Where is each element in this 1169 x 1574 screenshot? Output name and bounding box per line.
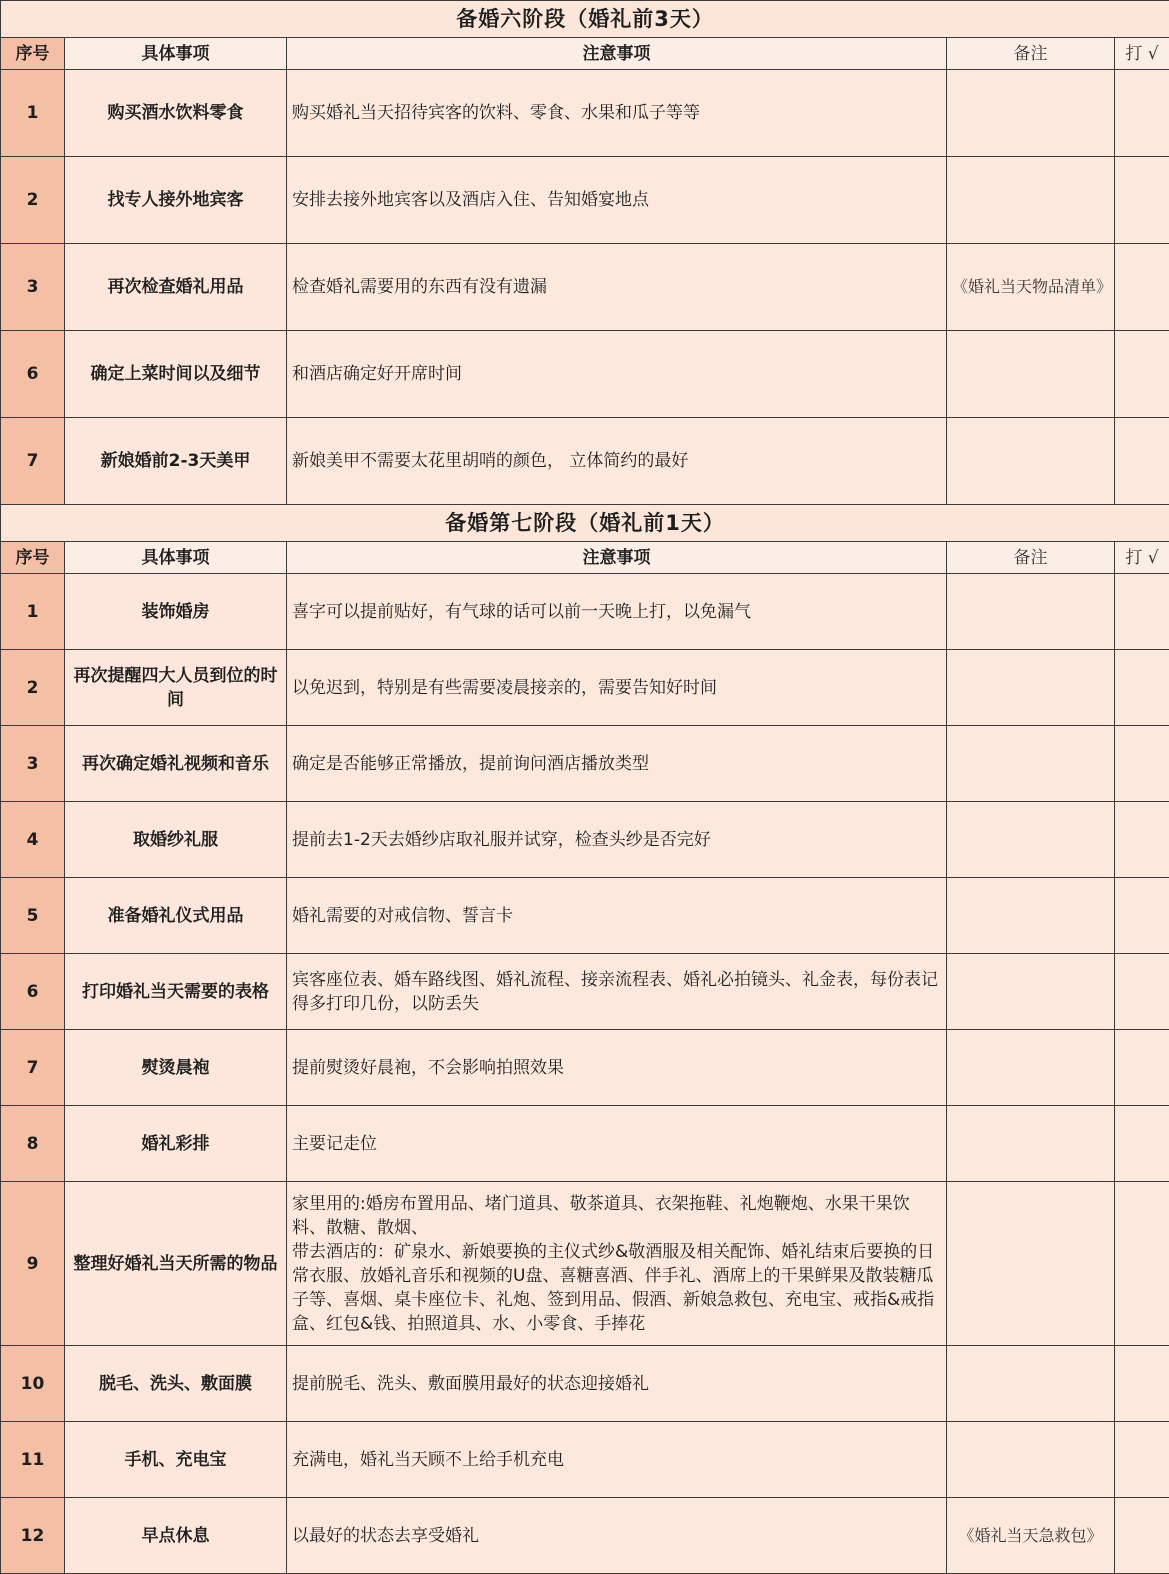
- row-item: 再次确定婚礼视频和音乐: [65, 726, 287, 802]
- row-note: [947, 1030, 1115, 1106]
- header-check: 打 √: [1115, 542, 1169, 574]
- row-index: 5: [1, 878, 65, 954]
- row-note: [947, 726, 1115, 802]
- row-detail: 充满电，婚礼当天顾不上给手机充电: [287, 1422, 947, 1498]
- stage7-title: 备婚第七阶段（婚礼前1天）: [1, 505, 1169, 542]
- header-check: 打 √: [1115, 38, 1169, 70]
- row-note: [947, 1106, 1115, 1182]
- row-check-cell[interactable]: [1115, 726, 1169, 802]
- row-item: 购买酒水饮料零食: [65, 70, 287, 157]
- stage6-title: 备婚六阶段（婚礼前3天）: [1, 1, 1169, 38]
- table-row: [1, 1182, 1169, 1346]
- row-index: 2: [1, 157, 65, 244]
- row-index: 7: [1, 418, 65, 505]
- row-check-cell[interactable]: [1115, 802, 1169, 878]
- row-detail: 检查婚礼需要用的东西有没有遗漏: [287, 244, 947, 331]
- header-detail: 注意事项: [287, 542, 947, 574]
- row-index: 8: [1, 1106, 65, 1182]
- row-item: 取婚纱礼服: [65, 802, 287, 878]
- row-item: 准备婚礼仪式用品: [65, 878, 287, 954]
- row-detail: [287, 1182, 947, 1346]
- table-row: [1, 574, 1169, 650]
- row-check-cell[interactable]: [1115, 1030, 1169, 1106]
- row-index: 6: [1, 331, 65, 418]
- row-detail: 提前熨烫好晨袍，不会影响拍照效果: [287, 1030, 947, 1106]
- row-index: 3: [1, 726, 65, 802]
- row-item: 找专人接外地宾客: [65, 157, 287, 244]
- row-detail: 确定是否能够正常播放，提前询问酒店播放类型: [287, 726, 947, 802]
- row-check-cell[interactable]: [1115, 1422, 1169, 1498]
- row-check-cell[interactable]: [1115, 954, 1169, 1030]
- row-detail: 购买婚礼当天招待宾客的饮料、零食、水果和瓜子等等: [287, 70, 947, 157]
- row-item: 打印婚礼当天需要的表格: [65, 954, 287, 1030]
- stage6-header-row: [1, 38, 1169, 70]
- row-note: [947, 1422, 1115, 1498]
- table-row: [1, 244, 1169, 331]
- row-index: 4: [1, 802, 65, 878]
- stage7-title-row: [1, 505, 1169, 542]
- table-row: [1, 331, 1169, 418]
- row-note: [947, 878, 1115, 954]
- row-index: 2: [1, 650, 65, 726]
- row-index: 10: [1, 1346, 65, 1422]
- row-note: [947, 418, 1115, 505]
- row-item: 新娘婚前2-3天美甲: [65, 418, 287, 505]
- row-detail: 喜字可以提前贴好，有气球的话可以前一天晚上打，以免漏气: [287, 574, 947, 650]
- row-index: 7: [1, 1030, 65, 1106]
- header-item: 具体事项: [65, 542, 287, 574]
- header-detail: 注意事项: [287, 38, 947, 70]
- table-row: [1, 418, 1169, 505]
- row-check-cell[interactable]: [1115, 1182, 1169, 1346]
- row-note: [947, 70, 1115, 157]
- row-note: [947, 331, 1115, 418]
- row-index: 9: [1, 1182, 65, 1346]
- row-note: [947, 1346, 1115, 1422]
- row-item: 熨烫晨袍: [65, 1030, 287, 1106]
- row-item: 确定上菜时间以及细节: [65, 331, 287, 418]
- row-detail: 提前去1-2天去婚纱店取礼服并试穿，检查头纱是否完好: [287, 802, 947, 878]
- row-note: [947, 1182, 1115, 1346]
- row-note: [947, 157, 1115, 244]
- header-note: 备注: [947, 38, 1115, 70]
- row-item: 脱毛、洗头、敷面膜: [65, 1346, 287, 1422]
- stage7-header-row: [1, 542, 1169, 574]
- row-detail: 新娘美甲不需要太花里胡哨的颜色， 立体简约的最好: [287, 418, 947, 505]
- header-index: 序号: [1, 38, 65, 70]
- row-detail: 宾客座位表、婚车路线图、婚礼流程、接亲流程表、婚礼必拍镜头、礼金表，每份表记得多打印几份，以防丢失: [287, 954, 947, 1030]
- row-item: 装饰婚房: [65, 574, 287, 650]
- row-detail: 和酒店确定好开席时间: [287, 331, 947, 418]
- row-check-cell[interactable]: [1115, 331, 1169, 418]
- row-index: 11: [1, 1422, 65, 1498]
- row-note: [947, 954, 1115, 1030]
- row-check-cell[interactable]: [1115, 1106, 1169, 1182]
- detail-home-items: 家里用的:婚房布置用品、堵门道具、敬茶道具、衣架拖鞋、礼炮鞭炮、水果干果饮料、散糖、散烟、: [292, 1193, 910, 1238]
- row-check-cell[interactable]: [1115, 244, 1169, 331]
- row-note: [947, 574, 1115, 650]
- row-item: 早点休息: [65, 1498, 287, 1574]
- row-detail: 婚礼需要的对戒信物、誓言卡: [287, 878, 947, 954]
- row-detail: 以免迟到，特别是有些需要凌晨接亲的，需要告知好时间: [287, 650, 947, 726]
- row-note: [947, 650, 1115, 726]
- row-note: 《婚礼当天急救包》: [947, 1498, 1115, 1574]
- row-note: 《婚礼当天物品清单》: [947, 244, 1115, 331]
- table-row: [1, 70, 1169, 157]
- table-row: [1, 650, 1169, 726]
- stage6-title-row: [1, 1, 1169, 38]
- table-row: [1, 1106, 1169, 1182]
- row-index: 1: [1, 574, 65, 650]
- row-check-cell[interactable]: [1115, 70, 1169, 157]
- row-detail: 提前脱毛、洗头、敷面膜用最好的状态迎接婚礼: [287, 1346, 947, 1422]
- row-index: 12: [1, 1498, 65, 1574]
- row-index: 1: [1, 70, 65, 157]
- row-check-cell[interactable]: [1115, 1346, 1169, 1422]
- header-note: 备注: [947, 542, 1115, 574]
- table-row: [1, 802, 1169, 878]
- row-check-cell[interactable]: [1115, 650, 1169, 726]
- row-check-cell[interactable]: [1115, 418, 1169, 505]
- row-item: 再次提醒四大人员到位的时间: [65, 650, 287, 726]
- row-check-cell[interactable]: [1115, 574, 1169, 650]
- row-index: 6: [1, 954, 65, 1030]
- table-row: [1, 726, 1169, 802]
- row-detail: 主要记走位: [287, 1106, 947, 1182]
- table-row: [1, 1422, 1169, 1498]
- row-item: 再次检查婚礼用品: [65, 244, 287, 331]
- header-item: 具体事项: [65, 38, 287, 70]
- table-row: [1, 1498, 1169, 1574]
- row-index: 3: [1, 244, 65, 331]
- table-row: [1, 157, 1169, 244]
- row-check-cell[interactable]: [1115, 157, 1169, 244]
- row-detail: 安排去接外地宾客以及酒店入住、告知婚宴地点: [287, 157, 947, 244]
- row-check-cell[interactable]: [1115, 878, 1169, 954]
- row-check-cell[interactable]: [1115, 1498, 1169, 1574]
- row-item: 整理好婚礼当天所需的物品: [65, 1182, 287, 1346]
- detail-hotel-items: 带去酒店的：矿泉水、新娘要换的主仪式纱&敬酒服及相关配饰、婚礼结束后要换的日常衣服、放婚礼音乐和视频的U盘、喜糖喜酒、伴手礼、酒席上的干果鲜果及散装糖瓜子等、喜烟、桌卡座位卡、礼炮、签到用品、假酒、新娘急救包、充电宝、戒指&戒指盒、红包&钱、拍照道具、水、小零食、手捧花: [292, 1241, 935, 1334]
- header-index: 序号: [1, 542, 65, 574]
- table-row: [1, 1030, 1169, 1106]
- row-item: 手机、充电宝: [65, 1422, 287, 1498]
- table-row: [1, 954, 1169, 1030]
- row-item: 婚礼彩排: [65, 1106, 287, 1182]
- table-row: [1, 878, 1169, 954]
- row-detail: 以最好的状态去享受婚礼: [287, 1498, 947, 1574]
- table-row: [1, 1346, 1169, 1422]
- row-note: [947, 802, 1115, 878]
